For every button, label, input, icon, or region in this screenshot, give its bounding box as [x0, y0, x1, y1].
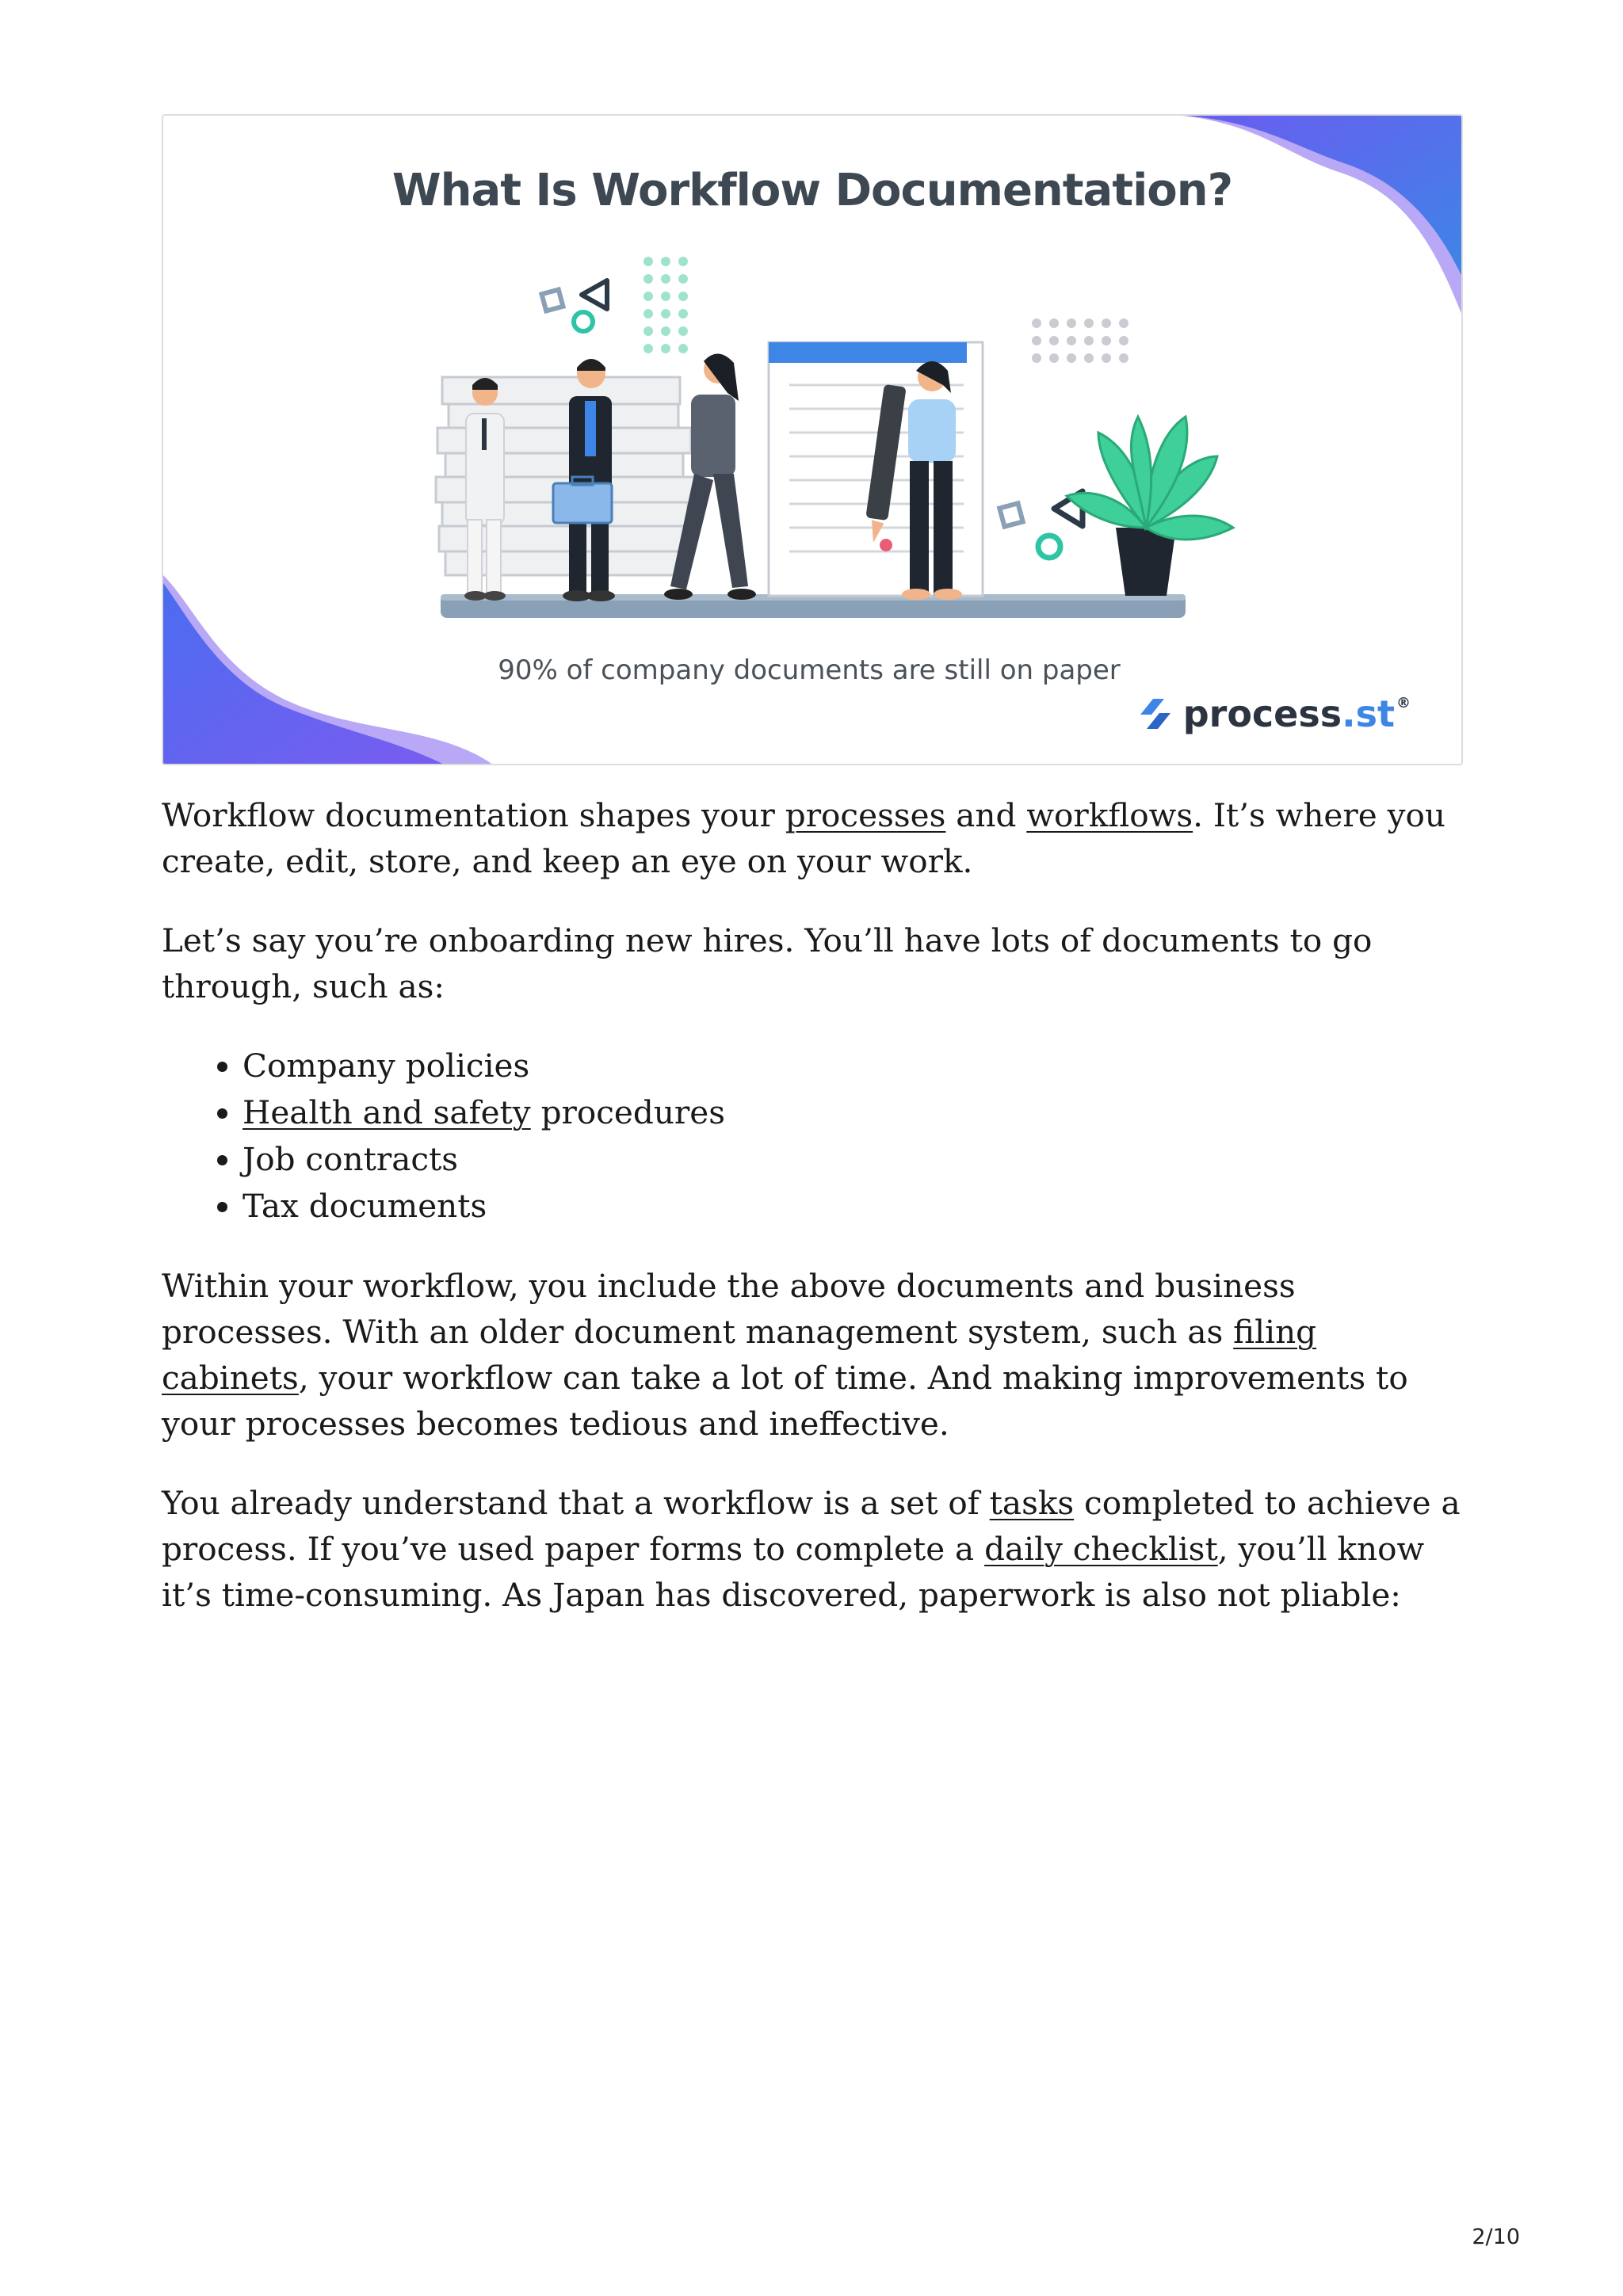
link-processes[interactable]: processes — [785, 796, 946, 834]
brand-registered-mark: ® — [1396, 694, 1411, 711]
link-daily-checklist[interactable]: daily checklist — [984, 1530, 1218, 1568]
paragraph-workflow: Within your workflow, you include the above documents and business processes. With an older document management system, such as filing cabinets, your workflow can take a lot of time. And making improvements to your processes becomes tedious and ineffective. — [162, 1267, 1408, 1443]
documents-list — [162, 1043, 1469, 1230]
paragraph-onboarding: Let’s say you’re onboarding new hires. You’ll have lots of documents to go through, such as: — [162, 921, 1373, 1005]
link-workflows[interactable]: workflows — [1026, 796, 1193, 834]
brand-logo — [1136, 692, 1411, 735]
process-st-logo-icon — [1136, 694, 1175, 734]
list-item: • Tax documents — [242, 1183, 1469, 1230]
list-item: • Company policies — [242, 1043, 1469, 1089]
hero-image — [162, 114, 1463, 765]
plant — [1067, 417, 1233, 596]
article-body — [162, 792, 1469, 1651]
brand-name: process — [1182, 692, 1342, 735]
link-filing-cabinets[interactable]: filing cabinets — [162, 1313, 1317, 1397]
ring-shape — [574, 312, 593, 331]
triangle-shape — [582, 280, 607, 309]
paragraph-intro: Workflow documentation shapes your processes and workflows. It’s where you create, edit, store, and keep an eye on your work. — [162, 796, 1445, 880]
square-shape — [542, 290, 563, 311]
teal-dots — [643, 257, 688, 353]
gray-dots — [1032, 318, 1128, 363]
list-item: • Job contracts — [242, 1136, 1469, 1183]
hero-caption: 90% of company documents are still on paper — [498, 654, 1121, 686]
link-health-and-safety[interactable]: Health and safety — [242, 1093, 531, 1131]
list-item: • Health and safety procedures — [242, 1089, 1469, 1136]
page-number: 2/10 — [1472, 2225, 1520, 2249]
paragraph-tasks: You already understand that a workflow is a set of tasks completed to achieve a process. If you’ve used paper forms to complete a daily checklist, you’ll know it’s time-consuming. As Japan has discovered, paperwork is also not pliable: — [162, 1484, 1461, 1614]
link-tasks[interactable]: tasks — [989, 1484, 1075, 1522]
brand-suffix: .st — [1342, 692, 1395, 735]
hero-title: What Is Workflow Documentation? — [391, 165, 1233, 216]
